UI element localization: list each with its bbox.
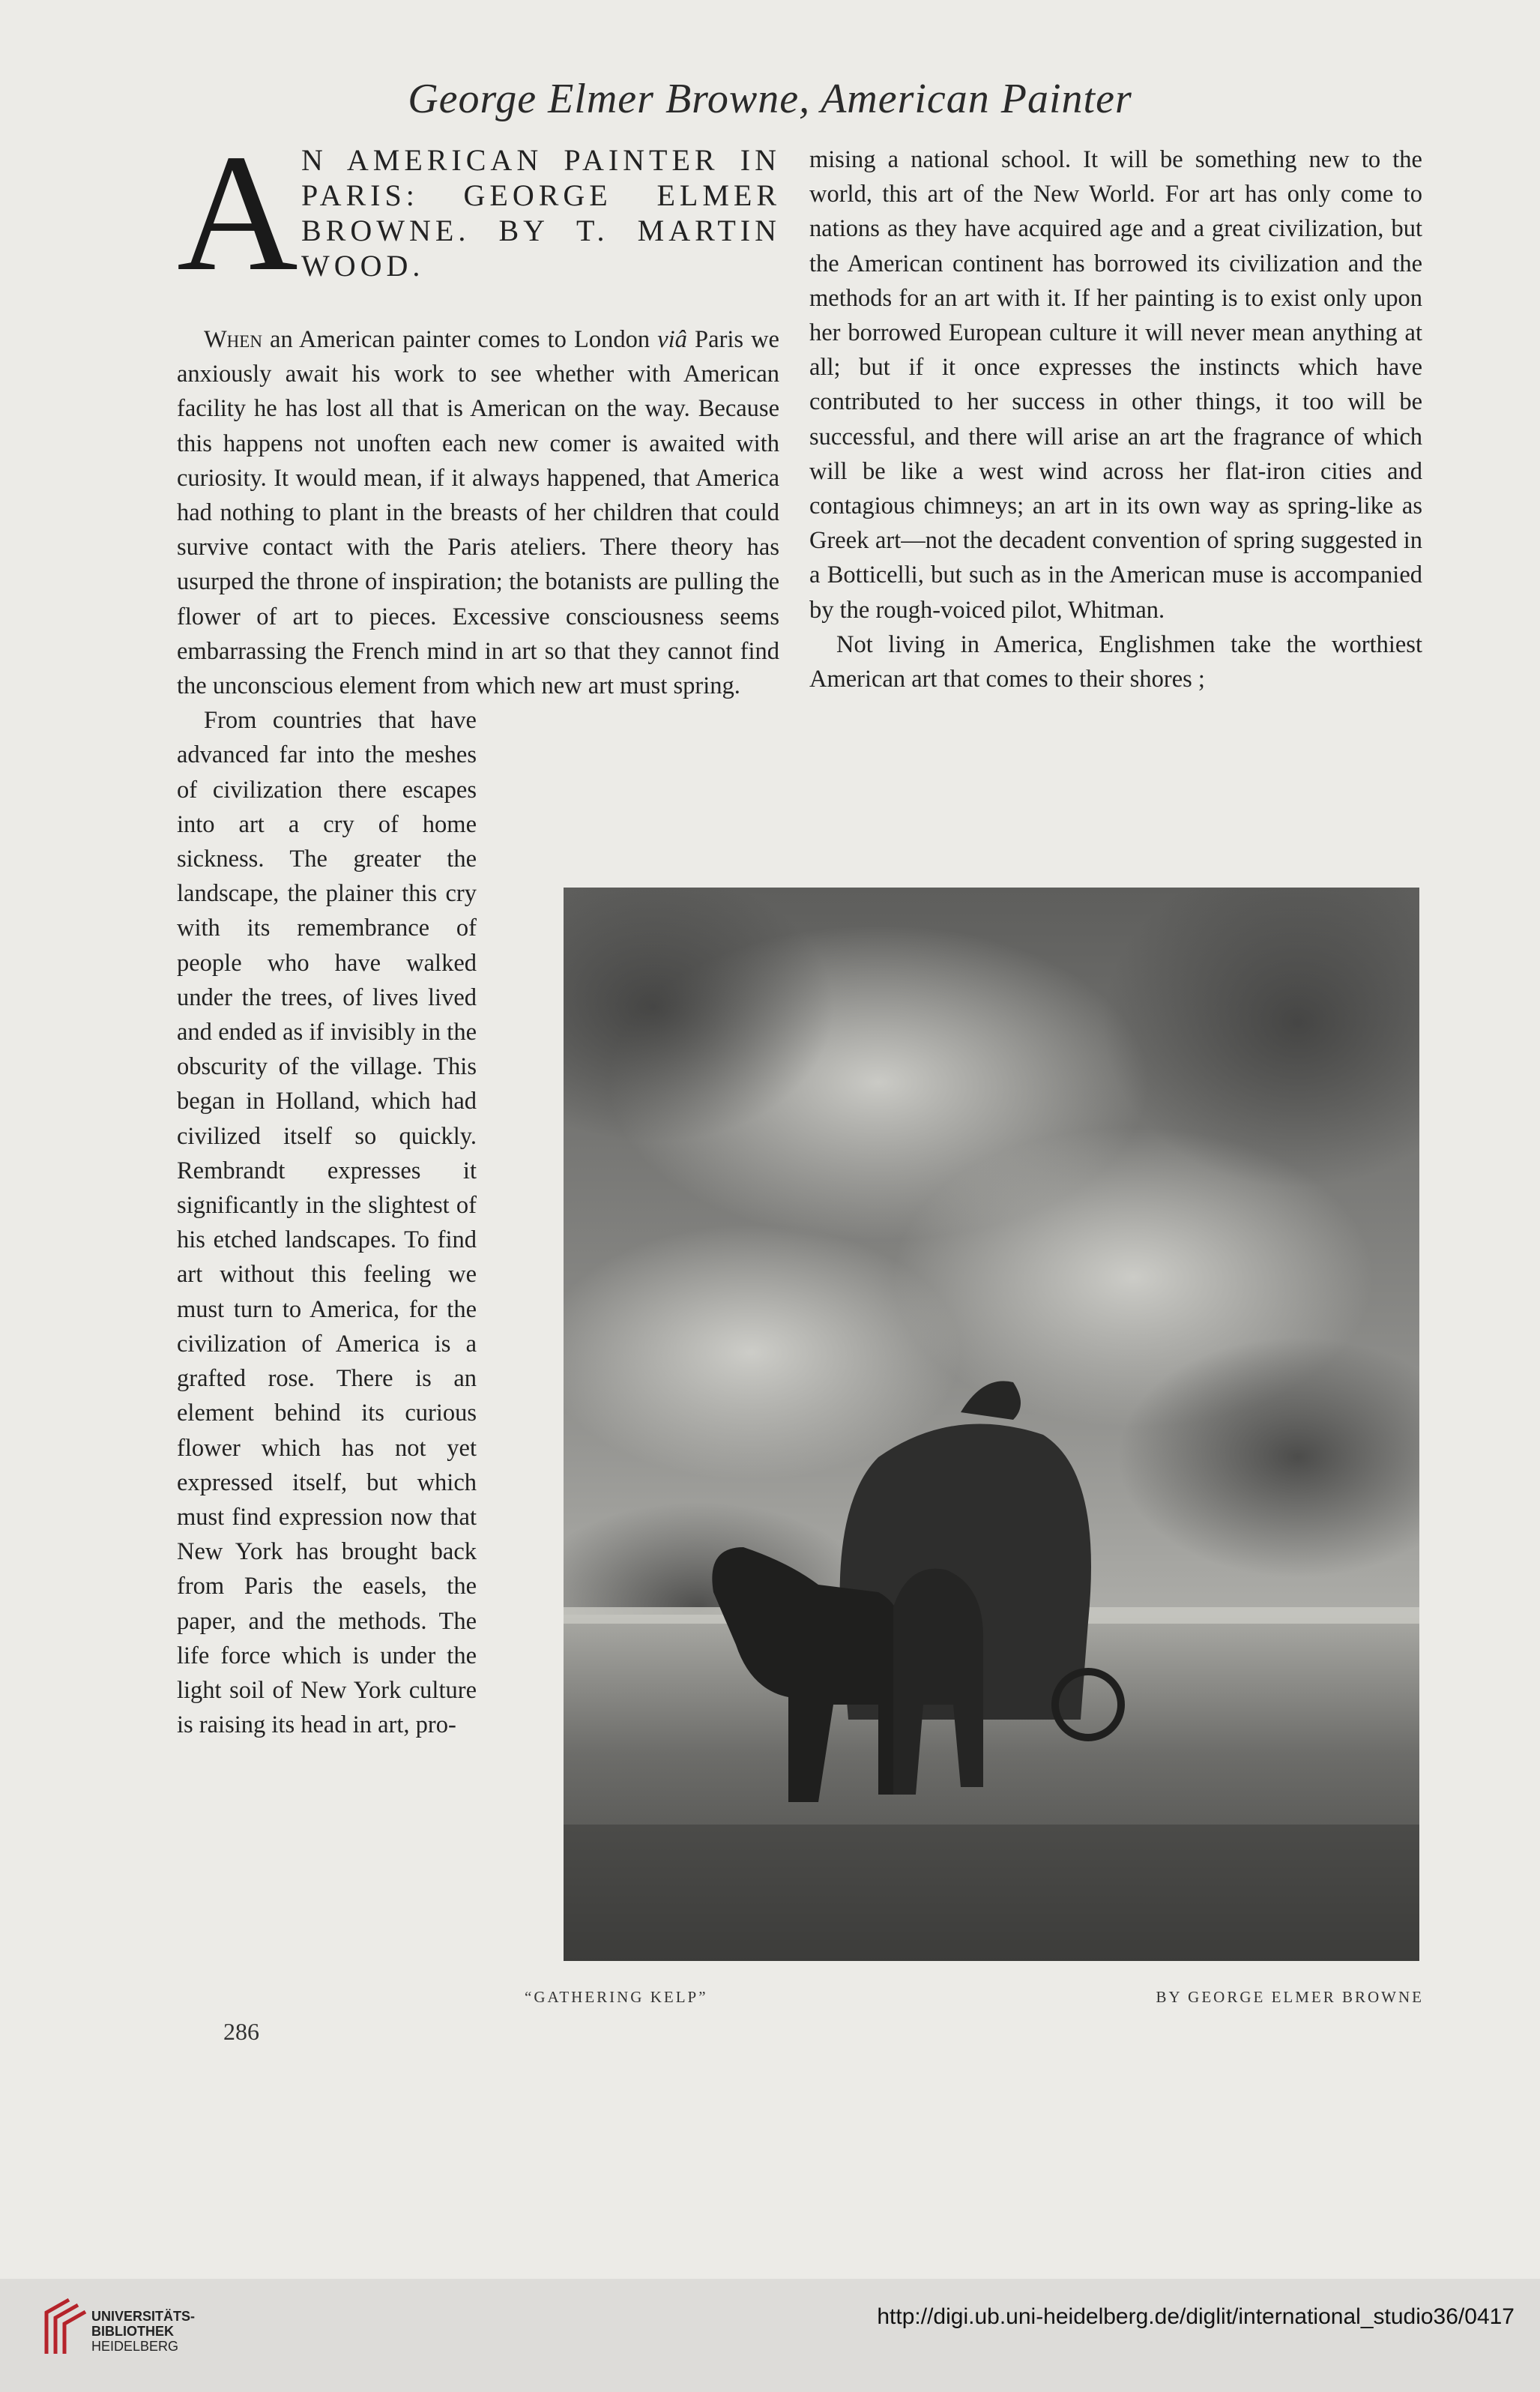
paragraph-1-lead: an American painter comes to London (262, 326, 658, 353)
library-name-line-3: HEIDELBERG (91, 2339, 179, 2354)
source-url-link[interactable]: http://digi.ub.uni-heidelberg.de/diglit/international_studio36/0417 (877, 2304, 1515, 2329)
article-title-block (177, 120, 781, 322)
first-word: When (204, 326, 262, 353)
paragraph-3: mising a national school. It will be something new to the world, this art of the New World. For art has only come to nations as they have acquired age and a great civilization, but the American continent has borrowed its civilization and the methods for an art with it. If her painting is to exist only upon her borrowed European culture it will never mean anything at all; but if it once expresses the instincts which have contributed to her success in other things, it too will be successful, and there will arise an art the fragrance of which will be like a west wind across her flat-iron cities and contagious chimneys; an art in its own way as spring-like as Greek art—not the decadent convention of spring suggested in a Botticelli, but such as in the American muse is accompanied by the rough-voiced pilot, Whitman. (809, 146, 1422, 624)
paragraph-1 (177, 322, 779, 703)
page-number: 286 (223, 2018, 259, 2045)
library-name (91, 2309, 195, 2354)
right-body-text (809, 142, 1422, 696)
running-head: George Elmer Browne, American Painter (408, 76, 1132, 122)
paragraph-4: Not living in America, Englishmen take the worthiest American art that comes to their shores ; (809, 630, 1422, 693)
library-footer (0, 2279, 1540, 2392)
article-title: N AMERICAN PAINTER IN PARIS: GEORGE ELMER BROWNE. BY T. MARTIN WOOD. (301, 143, 781, 283)
foreground-shadow (564, 1825, 1419, 1961)
library-name-line-1: UNIVERSITÄTS- (91, 2309, 196, 2324)
library-name-line-2: BIBLIOTHEK (91, 2324, 174, 2339)
caption-credit: BY GEORGE ELMER BROWNE (1156, 1988, 1424, 2006)
via-word: viâ (657, 326, 687, 353)
library-logo-icon (39, 2294, 91, 2361)
paragraph-1-text: Paris we anxiously await his work to see whether with American facility he has lost all that is American on the way. Because this happens not unoften each new comer is awaited with curiosity. It would mean, if it always happened, that America had nothing to plant in the breasts of her children that could survive contact with the Paris ateliers. There theory has usurped the throne of inspiration; the botanists are pulling the flower of art to pieces. Excessive consciousness seems embarrassing the French mind in art so that they cannot find the unconscious element from which new art must spring. (177, 326, 779, 700)
paragraph-2: From countries that have advanced far into the meshes of civilization there escapes into art a cry of home sickness. The greater the landscape, the plainer this cry with its remembrance of people who have walked under the trees, of lives lived and ended as if invisibly in the obscurity of the village. This began in Holland, which had civilized itself so quickly. Rembrandt expresses it significantly in the slightest of his etched landscapes. To find art without this feeling we must turn to America, for the civilization of America is a grafted rose. There is an element behind its curious flower which has not yet expressed itself, but which must find expression now that New York has brought back from Paris the easels, the paper, and the methods. The life force which is under the light soil of New York culture is raising its head in art, pro- (177, 707, 477, 1739)
right-column (809, 142, 1422, 696)
drop-cap: A (177, 120, 298, 306)
painting-illustration (564, 888, 1419, 1961)
painting-image (564, 888, 1419, 1961)
caption-title: “GATHERING KELP” (525, 1988, 708, 2006)
